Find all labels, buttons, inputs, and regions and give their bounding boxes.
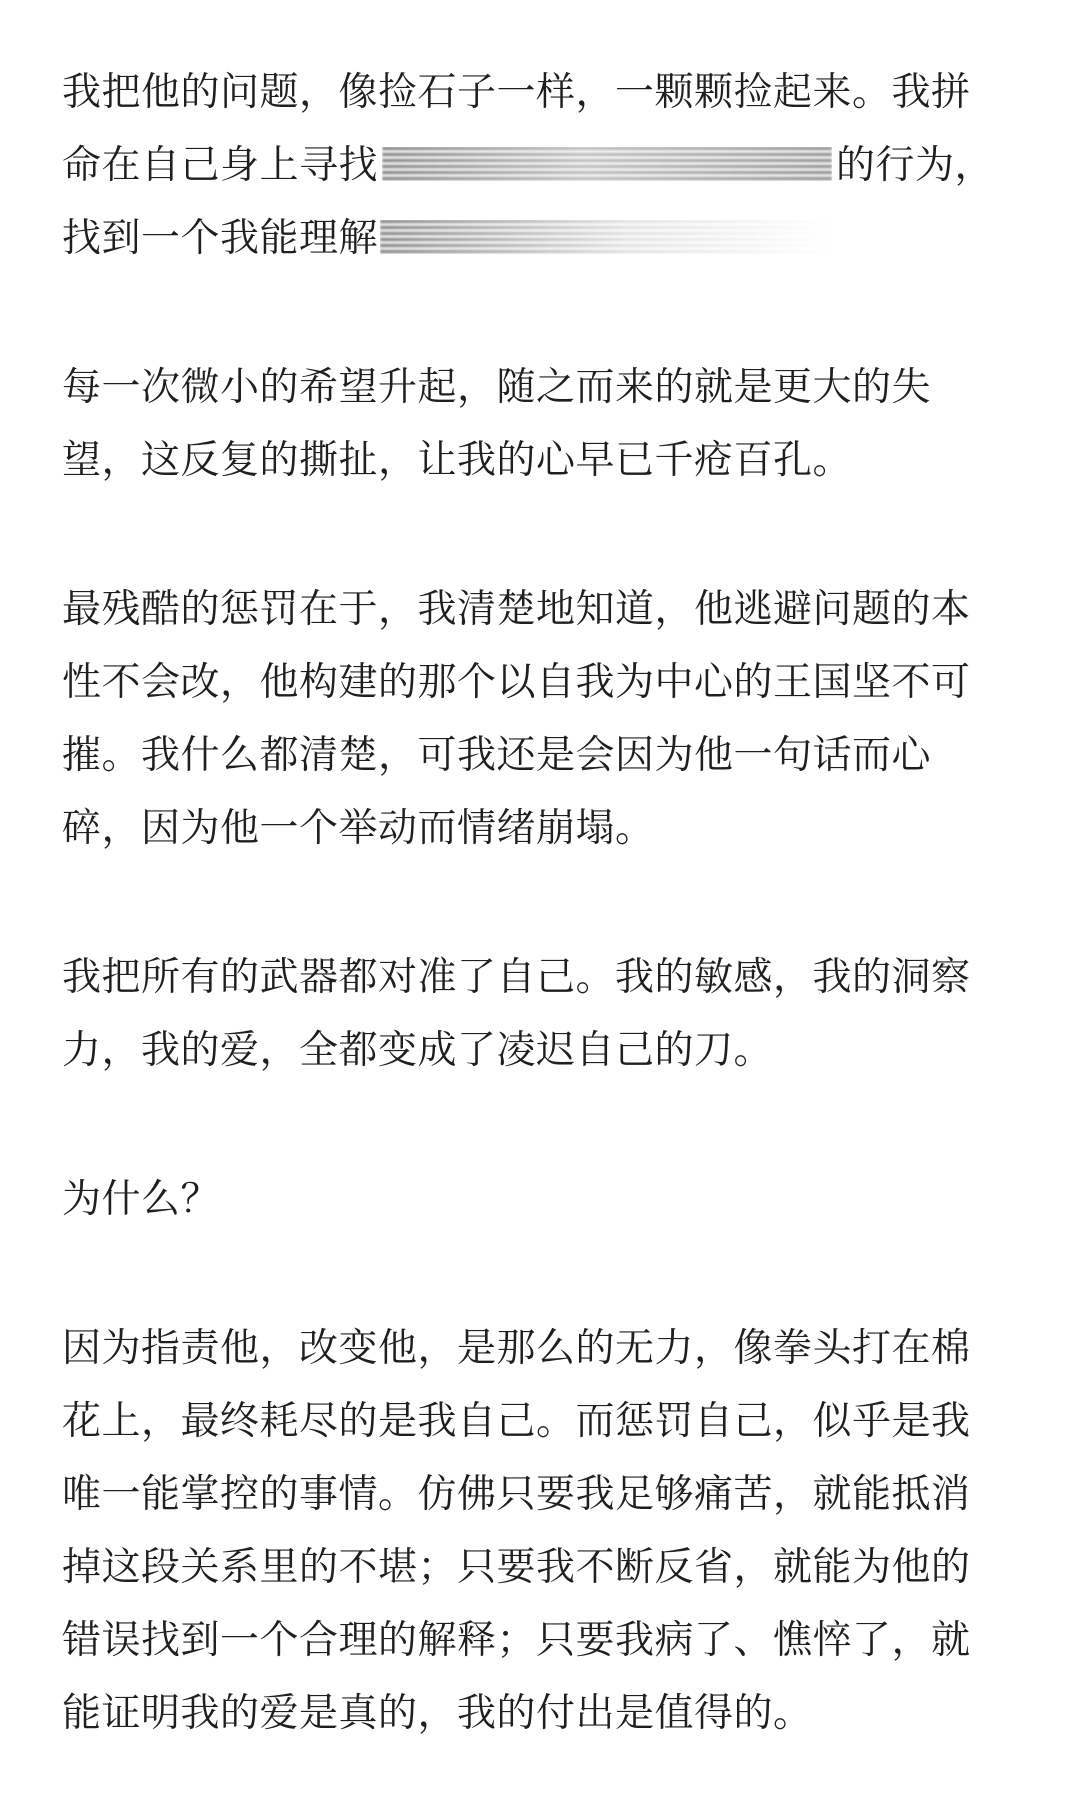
text-line: 错误找到一个合理的解释；只要我病了、憔悴了，就 (62, 1618, 971, 1663)
text-segment: 的行为， (836, 143, 995, 188)
paragraph-6 (62, 1312, 1018, 1750)
text-line: 每一次微小的希望升起，随之而来的就是更大的失 (62, 365, 932, 410)
text-line: 碎，因为他一个举动而情绪崩塌。 (62, 806, 655, 851)
paragraph-1 (62, 56, 1018, 275)
paragraph-2 (62, 351, 1018, 497)
redaction-bar (382, 147, 832, 181)
text-line: 最残酷的惩罚在于，我清楚地知道，他逃避问题的本 (62, 587, 971, 632)
paragraph-5 (62, 1163, 1018, 1236)
text-line: 我把他的问题，像捡石子一样，一颗颗捡起来。我拼 (62, 70, 971, 115)
text-line (62, 129, 1018, 202)
text-line: 我把所有的武器都对准了自己。我的敏感，我的洞察 (62, 955, 971, 1000)
text-line: 因为指责他，改变他，是那么的无力，像拳头打在棉 (62, 1326, 971, 1371)
text-line: 能证明我的爱是真的，我的付出是值得的。 (62, 1691, 813, 1736)
text-line: 唯一能掌控的事情。仿佛只要我足够痛苦，就能抵消 (62, 1472, 971, 1517)
text-line: 摧。我什么都清楚，可我还是会因为他一句话而心 (62, 733, 932, 778)
text-line: 力，我的爱，全都变成了凌迟自己的刀。 (62, 1028, 774, 1073)
text-line: 掉这段关系里的不堪；只要我不断反省，就能为他的 (62, 1545, 971, 1590)
text-line: 望，这反复的撕扯，让我的心早已千疮百孔。 (62, 438, 853, 483)
text-segment: 命在自己身上寻找 (62, 143, 379, 188)
text-segment: 找到一个我能理解 (62, 216, 379, 261)
text-line: 性不会改，他构建的那个以自我为中心的王国坚不可 (62, 660, 971, 705)
text-line (62, 202, 1018, 275)
article-body (62, 56, 1018, 1750)
text-line: 为什么？ (62, 1177, 221, 1222)
paragraph-3 (62, 573, 1018, 865)
redaction-bar (380, 220, 830, 254)
text-line: 花上，最终耗尽的是我自己。而惩罚自己，似乎是我 (62, 1399, 971, 1444)
paragraph-4 (62, 941, 1018, 1087)
